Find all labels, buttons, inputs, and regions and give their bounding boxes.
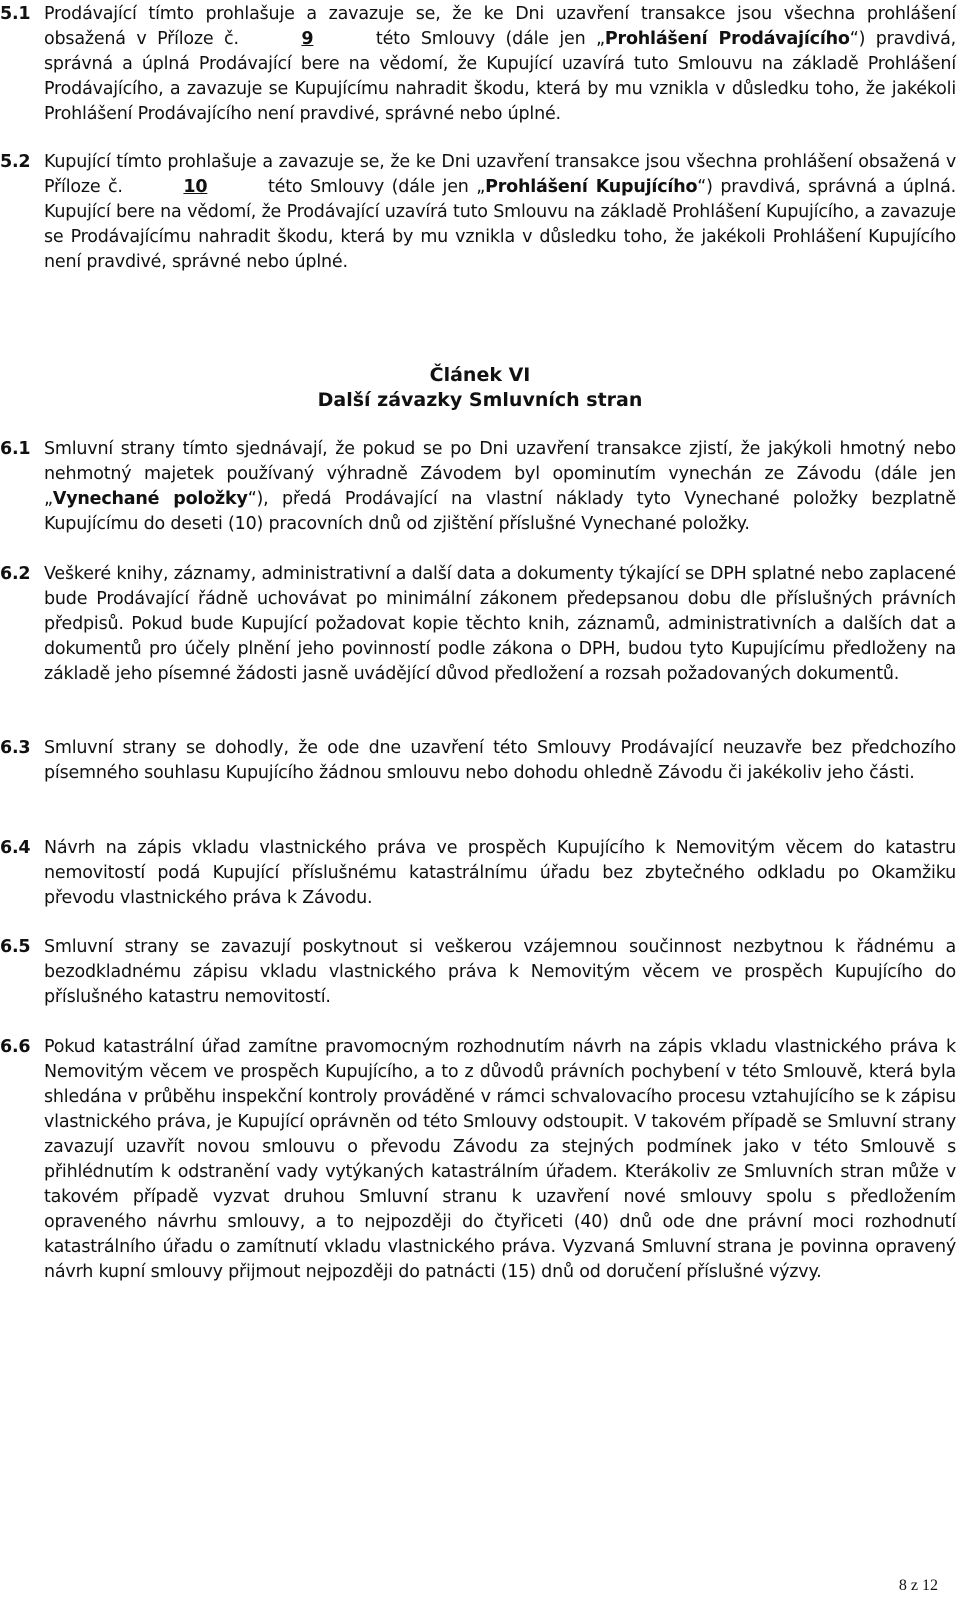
- clause-6-5: [0, 935, 956, 1010]
- clause-text: “), předá Prodávající na vlastní náklady tyto Vynechané položky bezplatně Kupujícímu do deseti (10) pracovních dnů od zjištění příslušné Vynechané položky.: [44, 489, 956, 534]
- clause-number: 6.6: [0, 1037, 31, 1057]
- clause-5-2: [0, 150, 956, 275]
- clause-text: této Smlouvy (dále jen „: [375, 29, 605, 49]
- clause-text: Veškeré knihy, záznamy, administrativní a další data a dokumenty týkající se DPH splatné nebo zaplacené bude Prodávající řádně uchovávat po minimální zákonem předepsanou dobu dle příslušných právních předpisů. Pokud bude Kupující požadovat kopie těchto knih, záznamů, administrativních a dalších dat a dokumentů pro účely plnění jeho povinností podle zákona o DPH, budou tyto Kupujícímu předloženy na základě jeho písemné žádosti jasně uvádějící důvod předložení a rozsah požadovaných dokumentů.: [44, 564, 956, 684]
- clause-number: 6.5: [0, 937, 31, 957]
- clause-text: Smluvní strany se dohodly, že ode dne uzavření této Smlouvy Prodávající neuzavře bez předchozího písemného souhlasu Kupujícího žádnou smlouvu nebo dohodu ohledně Závodu či jakékoliv jeho části.: [44, 738, 956, 783]
- defined-term: Prohlášení Kupujícího: [485, 177, 698, 197]
- clause-6-4: [0, 836, 956, 911]
- annex-number-blank: 10: [183, 177, 208, 197]
- clause-5-1: [0, 2, 956, 127]
- page-number: 8 z 12: [898, 1577, 938, 1594]
- clause-text: “) pravdivá, správná a úplná. Kupující bere na vědomí, že Prodávající uzavírá tuto Smlouvu na základě Prohlášení Kupujícího, a zavazuje se Prodávajícímu nahradit škodu, která by mu vznikla v důsledku toho, že jakékoli Prohlášení Kupujícího není pravdivé, správné nebo úplné.: [44, 177, 956, 272]
- defined-term: Prohlášení Prodávajícího: [604, 29, 850, 49]
- clause-text: Prodávající tímto prohlašuje a zavazuje se, že ke Dni uzavření transakce jsou všechna prohlášení obsažená v Příloze č.: [44, 4, 956, 49]
- clause-text: této Smlouvy (dále jen „: [267, 177, 486, 197]
- article-title: Článek VI: [429, 364, 531, 386]
- clause-text: Návrh na zápis vkladu vlastnického práva ve prospěch Kupujícího k Nemovitým věcem do katastru nemovitostí podá Kupující příslušnému katastrálnímu úřadu bez zbytečného odkladu po Okamžiku převodu vlastnického práva k Závodu.: [44, 838, 956, 908]
- clause-text: Smluvní strany tímto sjednávají, že pokud se po Dni uzavření transakce zjistí, že jakýkoli hmotný nebo nehmotný majetek používaný výhradně Závodem byl opominutím vynechán ze Závodu (dále jen „: [44, 439, 956, 509]
- article-subtitle: Další závazky Smluvních stran: [317, 389, 643, 411]
- clause-text: “) pravdivá, správná a úplná Prodávající bere na vědomí, že Kupující uzavírá tuto Smlouvu na základě Prohlášení Prodávajícího, a zavazuje se Kupujícímu nahradit škodu, která by mu vznikla v důsledku toho, že jakékoli Prohlášení Prodávajícího není pravdivé, správné nebo úplné.: [44, 29, 956, 124]
- clause-6-1: [0, 437, 956, 537]
- clause-text: Smluvní strany se zavazují poskytnout si veškerou vzájemnou součinnost nezbytnou k řádnému a bezodkladnému zápisu vkladu vlastnického práva k Nemovitým věcem ve prospěch Kupujícího do příslušného katastru nemovitostí.: [44, 937, 956, 1007]
- clause-6-2: [0, 562, 956, 687]
- clause-number: 6.3: [0, 738, 31, 758]
- defined-term: Vynechané položky: [52, 489, 248, 509]
- clause-number: 6.2: [0, 564, 31, 584]
- clause-number: 6.1: [0, 439, 31, 459]
- clause-number: 5.2: [0, 152, 31, 172]
- clause-number: 5.1: [0, 4, 31, 24]
- clause-6-3: [0, 736, 956, 786]
- clause-text: Kupující tímto prohlašuje a zavazuje se, že ke Dni uzavření transakce jsou všechna prohlášení obsažená v Příloze č.: [44, 152, 956, 197]
- clause-6-6: [0, 1035, 956, 1285]
- clause-text: Pokud katastrální úřad zamítne pravomocným rozhodnutím návrh na zápis vkladu vlastnického práva k Nemovitým věcem ve prospěch Kupujícího, a to z důvodů právních pochybení v této Smlouvě, která byla shledána v průběhu inspekční kontroly prováděné v rámci schvalovacího procesu vztahujícího se k zápisu vlastnického práva, je Kupující oprávněn od této Smlouvy odstoupit. V takovém případě se Smluvní strany zavazují uzavřít novou smlouvu o převodu Závodu za stejných podmínek jako v této Smlouvě s přihlédnutím k odstranění vady vytýkaných katastrálním úřadem. Kterákoliv ze Smluvních stran může v takovém případě vyzvat druhou Smluvní stranu k uzavření nové smlouvy spolu s předložením opraveného návrhu smlouvy, a to nejpozději do čtyřiceti (40) dnů ode dne právní moci rozhodnutí katastrálního úřadu o zamítnutí vkladu vlastnického práva. Vyzvaná Smluvní strana je povinna opravený návrh kupní smlouvy přijmout nejpozději do patnácti (15) dnů od doručení příslušné výzvy.: [44, 1037, 956, 1282]
- annex-number-blank: 9: [301, 29, 314, 49]
- clause-number: 6.4: [0, 838, 31, 858]
